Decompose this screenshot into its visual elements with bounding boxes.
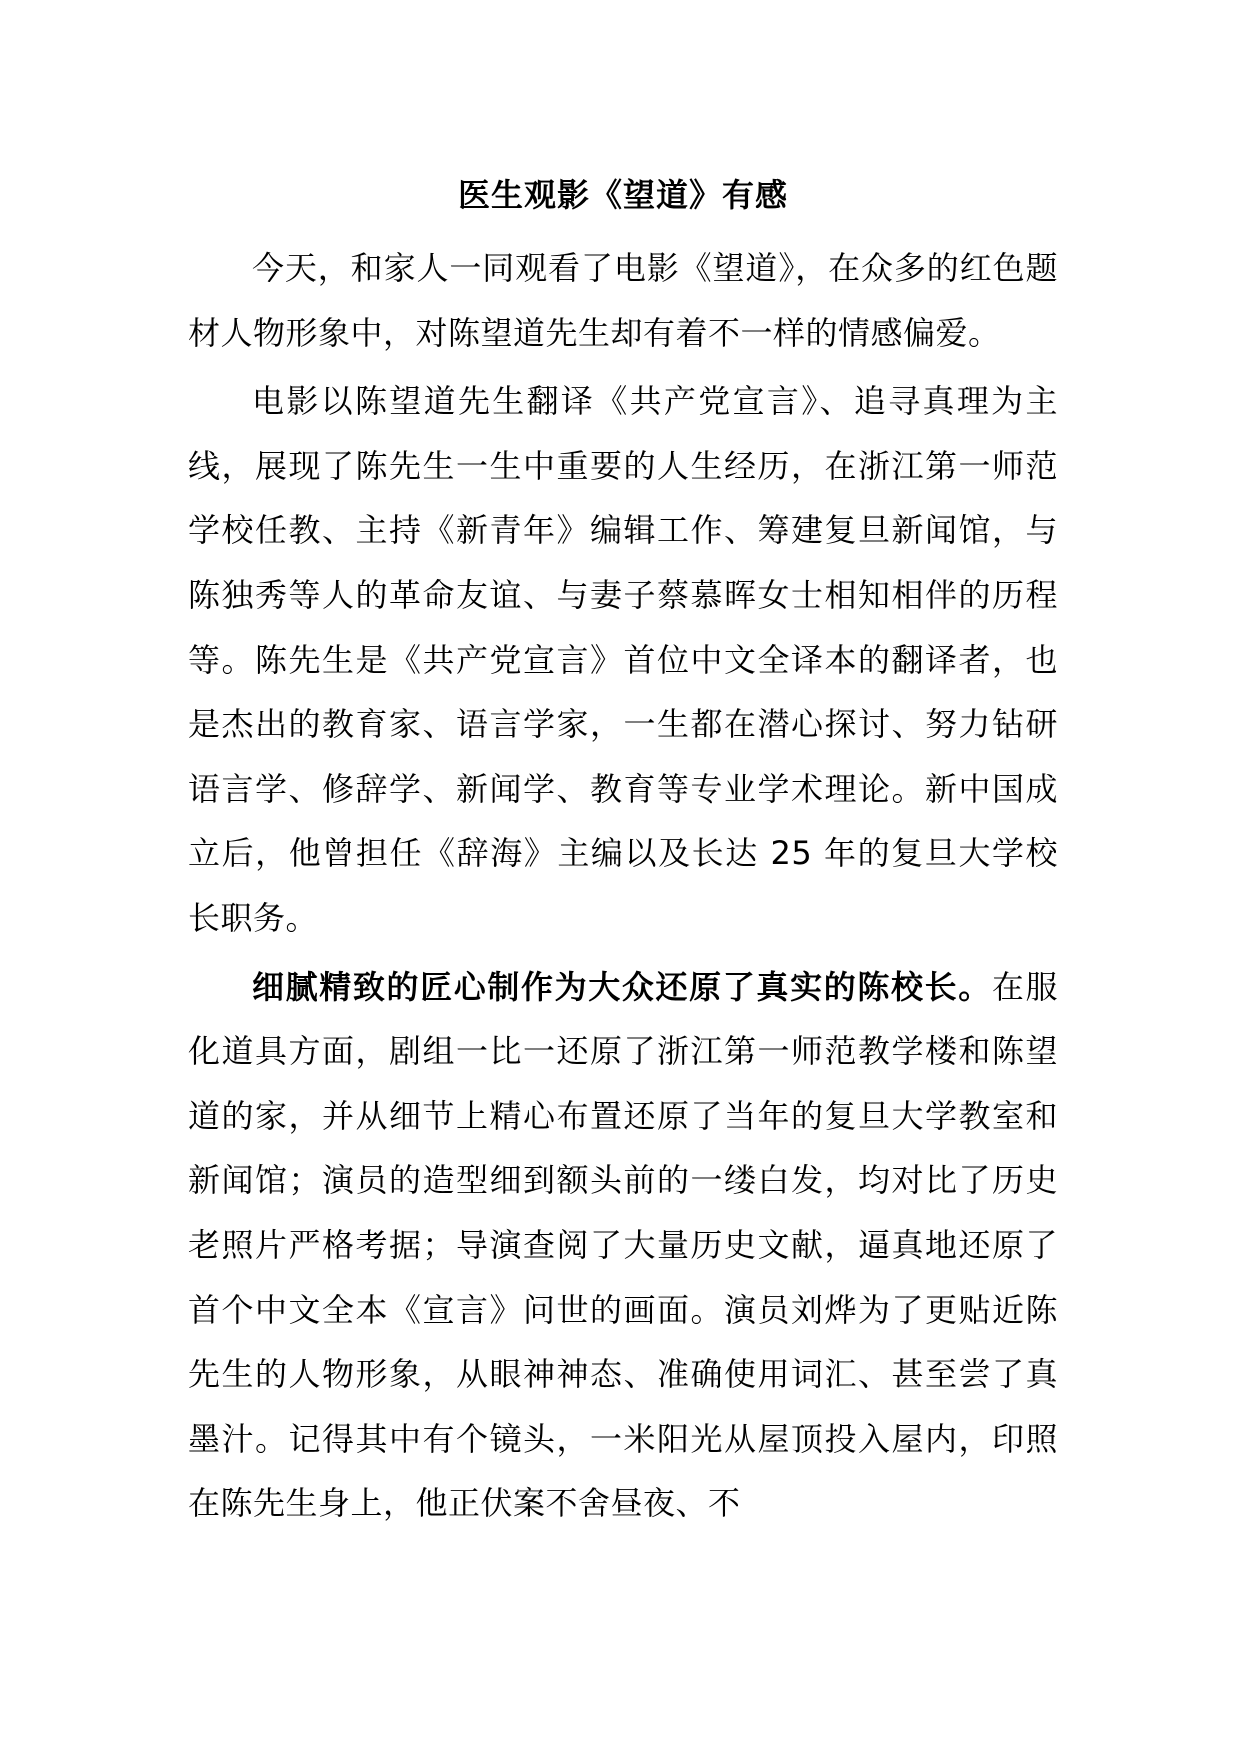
paragraph-2 — [188, 369, 1058, 950]
paragraph-3-text: 在服化道具方面，剧组一比一还原了浙江第一师范教学楼和陈望道的家，并从细节上精心布置还原了当年的复旦大学教室和新闻馆；演员的造型细到额头前的一缕白发，均对比了历史老照片严格考据；导演查阅了大量历史文献，逼真地还原了首个中文全本《宣言》问世的画面。演员刘烨为了更贴近陈先生的人物形象，从眼神神态、准确使用词汇、甚至尝了真墨汁。记得其中有个镜头，一米阳光从屋顶投入屋内，印照在陈先生身上，他正伏案不舍昼夜、不 — [188, 967, 1058, 1523]
paragraph-1-text: 今天，和家人一同观看了电影《望道》，在众多的红色题材人物形象中，对陈望道先生却有着不一样的情感偏爱。 — [188, 249, 1058, 352]
document-page — [188, 160, 1058, 1536]
paragraph-1 — [188, 236, 1058, 365]
paragraph-3 — [188, 955, 1058, 1536]
paragraph-3-lead: 细腻精致的匠心制作为大众还原了真实的陈校长。 — [252, 967, 992, 1006]
document-title: 医生观影《望道》有感 — [457, 176, 788, 214]
paragraph-2-text: 电影以陈望道先生翻译《共产党宣言》、追寻真理为主线，展现了陈先生一生中重要的人生经历，在浙江第一师范学校任教、主持《新青年》编辑工作、筹建复旦新闻馆，与陈独秀等人的革命友谊、与妻子蔡慕晖女士相知相伴的历程等。陈先生是《共产党宣言》首位中文全译本的翻译者，也是杰出的教育家、语言学家，一生都在潜心探讨、努力钻研语言学、修辞学、新闻学、教育等专业学术理论。新中国成立后，他曾担任《辞海》主编以及长达 25 年的复旦大学校长职务。 — [188, 382, 1058, 937]
